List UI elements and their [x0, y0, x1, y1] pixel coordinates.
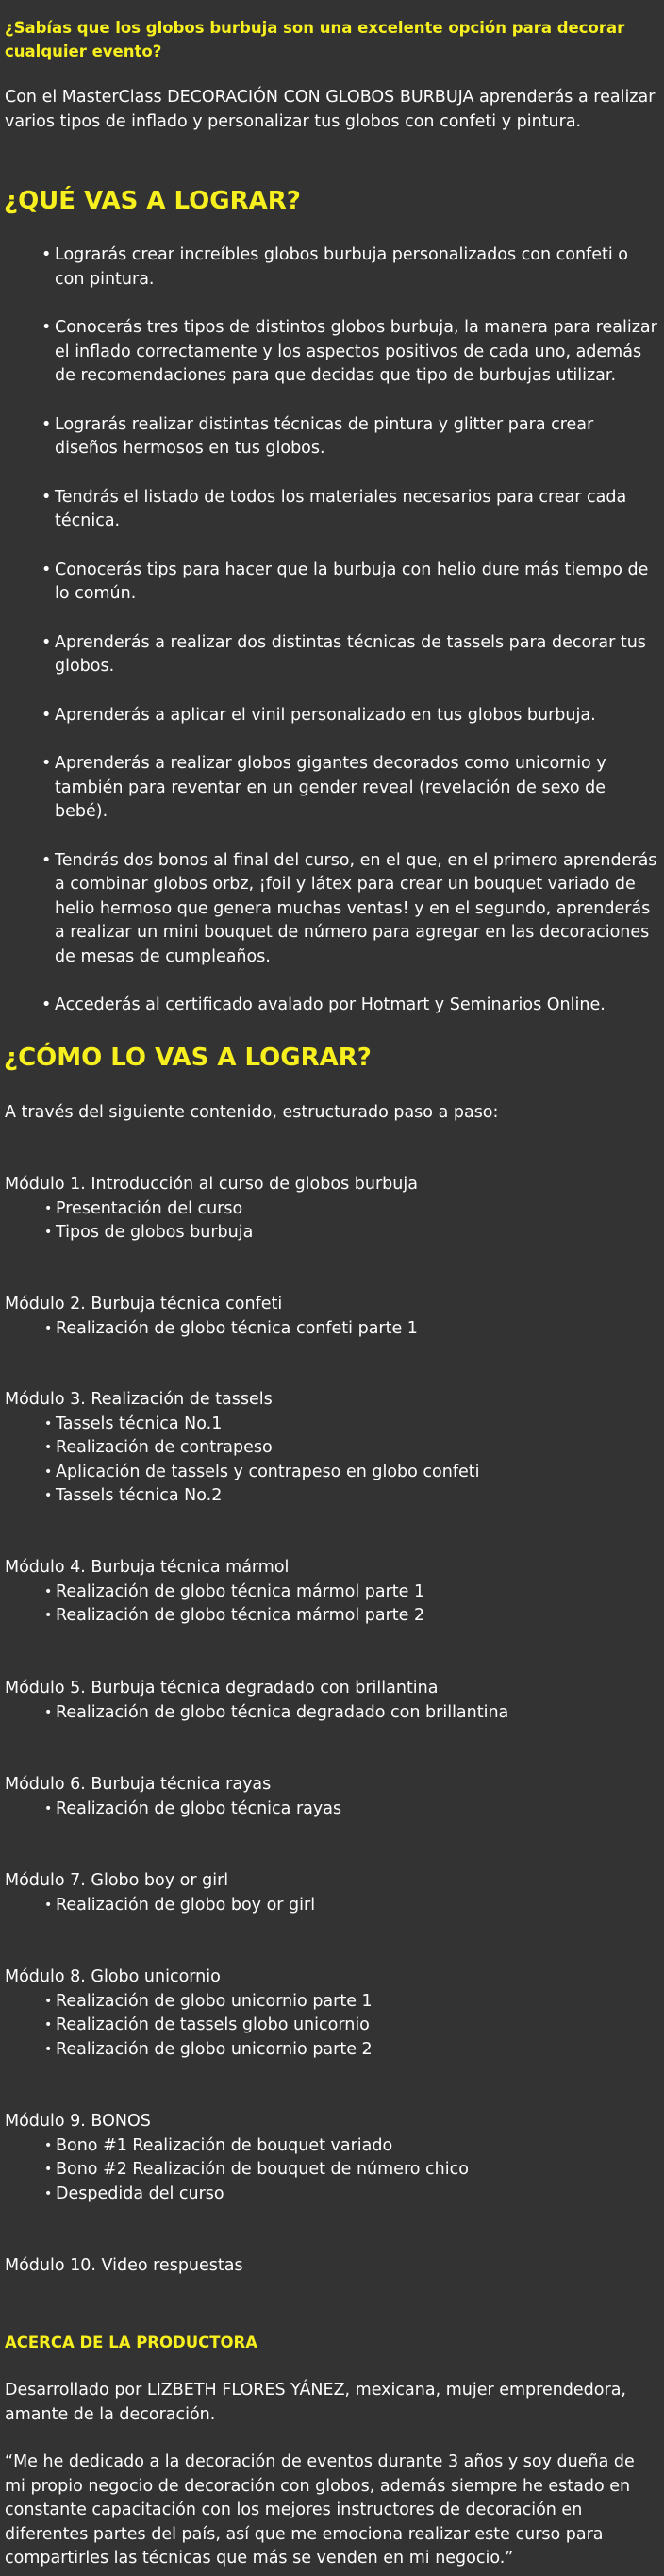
module-5 [5, 1677, 656, 1725]
lesson-item: • Tipos de globos burbuja [5, 1221, 656, 1246]
goal-item: • Conocerás tips para hacer que la burbuja con helio dure más tiempo de lo común. [0, 559, 664, 607]
lesson-item: • Realización de globo técnica mármol parte 2 [5, 1604, 656, 1629]
goal-item: • Lograrás realizar distintas técnicas de pintura y glitter para crear diseños hermosos en tus globos. [0, 413, 664, 461]
goal-item: • Tendrás el listado de todos los materiales necesarios para crear cada técnica. [0, 486, 664, 534]
module-4 [5, 1556, 656, 1629]
lesson-item: • Bono #2 Realización de bouquet de número chico [5, 2158, 656, 2183]
lesson-item: • Despedida del curso [5, 2183, 656, 2207]
module-title: Módulo 5. Burbuja técnica degradado con brillantina [5, 1679, 439, 1698]
module-title: Módulo 2. Burbuja técnica confeti [5, 1295, 283, 1313]
lesson-item: • Presentación del curso [5, 1197, 656, 1222]
lesson-item: • Realización de globo boy or girl [5, 1894, 656, 1918]
goal-item: • Aprenderás a realizar dos distintas técnicas de tassels para decorar tus globos. [0, 631, 664, 679]
module-7 [5, 1869, 656, 1917]
how-heading: ¿CÓMO LO VAS A LOGRAR? [4, 1044, 372, 1072]
goal-item: • Aprenderás a aplicar el vinil personalizado en tus globos burbuja. [0, 704, 664, 728]
module-title: Módulo 1. Introducción al curso de globos burbuja [5, 1175, 418, 1194]
goal-item: • Tendrás dos bonos al final del curso, en el que, en el primero aprenderás a combinar globos orbz, ¡foil y látex para crear un bouquet variado de helio hermoso que genera muchas ventas! y en el segundo, aprenderás a realizar un mini bouquet de número para agregar en las decoraciones de mesas de cumpleaños. [0, 849, 664, 970]
lesson-item: • Realización de tassels globo unicornio [5, 2014, 656, 2038]
lesson-item: • Realización de globo técnica rayas [5, 1798, 656, 1822]
goal-item: • Accederás al certificado avalado por Hotmart y Seminarios Online. [0, 994, 664, 1018]
intro-question: ¿Sabías que los globos burbuja son una excelente opción para decorar cualquier evento? [5, 19, 625, 60]
module-title: Módulo 7. Globo boy or girl [5, 1871, 229, 1890]
goals-heading: ¿QUÉ VAS A LOGRAR? [4, 187, 301, 215]
lesson-item: • Realización de globo unicornio parte 2 [5, 2038, 656, 2063]
lesson-list [5, 1413, 656, 1509]
goal-item: • Aprenderás a realizar globos gigantes decorados como unicornio y también para reventar en un gender reveal (revelación de sexo de bebé). [0, 752, 664, 825]
goal-item: • Conocerás tres tipos de distintos globos burbuja, la manera para realizar el inflado correctamente y los aspectos positivos de cada uno, además de recomendaciones para que decidas que tipo de burbujas utilizar. [0, 316, 664, 389]
lesson-item: • Realización de contrapeso [5, 1436, 656, 1461]
lesson-item: • Realización de globo técnica mármol parte 1 [5, 1581, 656, 1605]
module-1 [5, 1173, 656, 1246]
how-lead: A través del siguiente contenido, estructurado paso a paso: [5, 1103, 499, 1122]
lesson-list [5, 1990, 656, 2063]
lesson-item: • Bono #1 Realización de bouquet variado [5, 2134, 656, 2159]
module-title: Módulo 10. Video respuestas [5, 2256, 243, 2275]
module-3 [5, 1388, 656, 1509]
lesson-item: • Realización de globo técnica degradado con brillantina [5, 1701, 656, 1726]
module-9 [5, 2110, 656, 2206]
lesson-item: • Realización de globo unicornio parte 1 [5, 1990, 656, 2015]
about-paragraph-1: Desarrollado por LIZBETH FLORES YÁNEZ, mexicana, mujer emprendedora, amante de la decoración. [5, 2381, 626, 2424]
lesson-item: • Realización de globo técnica confeti parte 1 [5, 1317, 656, 1342]
about-heading: ACERCA DE LA PRODUCTORA [5, 2333, 258, 2351]
lesson-list [5, 1798, 656, 1822]
intro-paragraph: Con el MasterClass DECORACIÓN CON GLOBOS BURBUJA aprenderás a realizar varios tipos de inflado y personalizar tus globos con confeti y pintura. [5, 88, 656, 131]
module-title: Módulo 8. Globo unicornio [5, 1967, 221, 1986]
lesson-list [5, 1894, 656, 1918]
lesson-list [5, 1317, 656, 1342]
module-2 [5, 1293, 656, 1341]
about-paragraph-2: “Me he dedicado a la decoración de eventos durante 3 años y soy dueña de mi propio negocio de decoración con globos, además siempre he estado en constante capacitación con los mejores instructores de decoración en diferentes partes del país, así que me emociona realizar este curso para compartirles las técnicas que más se venden en mi negocio.” [5, 2452, 635, 2568]
lesson-list [5, 1197, 656, 1246]
lesson-list [5, 1701, 656, 1726]
lesson-item: • Aplicación de tassels y contrapeso en globo confeti [5, 1461, 656, 1485]
module-title: Módulo 3. Realización de tassels [5, 1390, 273, 1409]
lesson-item: • Tassels técnica No.2 [5, 1484, 656, 1509]
module-10 [5, 2254, 656, 2279]
goals-list [0, 243, 664, 1043]
lesson-item: • Tassels técnica No.1 [5, 1413, 656, 1437]
module-title: Módulo 6. Burbuja técnica rayas [5, 1775, 272, 1794]
module-8 [5, 1965, 656, 2062]
module-title: Módulo 4. Burbuja técnica mármol [5, 1558, 290, 1577]
module-6 [5, 1773, 656, 1821]
lesson-list [5, 1581, 656, 1629]
lesson-list [5, 2134, 656, 2207]
module-title: Módulo 9. BONOS [5, 2112, 151, 2131]
goal-item: • Lograrás crear increíbles globos burbuja personalizados con confeti o con pintura. [0, 243, 664, 292]
